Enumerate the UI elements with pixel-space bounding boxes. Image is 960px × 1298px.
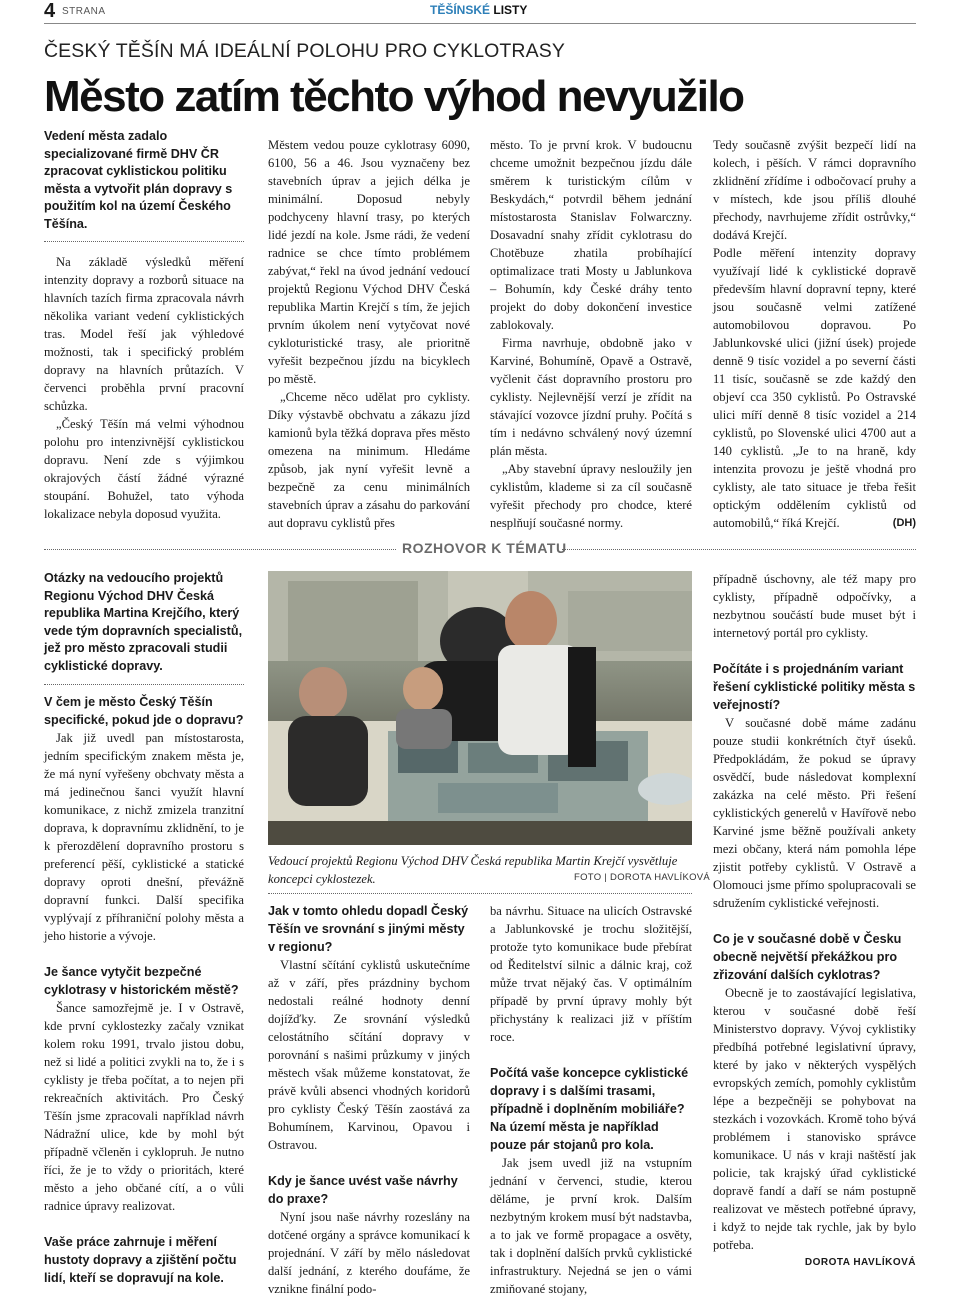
- interview-lead: Otázky na vedoucího projektů Regionu Východ DHV Česká republika Martina Krejčího, který vede tým dopravních specialistů, jež pro město zpracovali studii cyklistické dopravy.: [44, 571, 243, 673]
- caption-divider: [268, 893, 692, 894]
- article-column-3: [490, 136, 692, 532]
- interview-answer: Šance samozřejmě je. I v Ostravě, kde první cyklostezky začaly vznikat kolem roku 1991, trvalo jistou dobu, než si lidé a politici zvykli na to, že i s cyklisty je třeba počítat, a to nejen při rekreačních aktivitách. Pro Český Těšín jsme zpracovali například návrh Nádražní ulice, kde by mohl být případně včleněn i cyklopruh. Je nutno říci, že je to vždy o prioritách, které město a jeho občané cítí, a o vůli radnice úpravy realizovat.: [44, 1001, 244, 1213]
- interview-answer: ba návrhu. Situace na ulicích Ostravské a Jablunkovské je trochu složitější, protože tyto komunikace bude přebírat od Ředitelství silnic a dálnic kraj, což může trvat nějaký čas. V optimálním případě by první úpravy mohly být přichystány k realizaci již v příštím roce.: [490, 904, 692, 1044]
- interview-question: Jak v tomto ohledu dopadl Český Těšín ve srovnání s jinými městy v regionu?: [268, 904, 469, 954]
- paragraph: „Český Těšín má velmi výhodnou polohu pro intenzivnější cyklistickou dopravu. Není zde s výjimkou okrajových částí žádné výrazné stoupání. Bohužel, tato výhoda lokalizace nebyla doposud využita.: [44, 417, 244, 521]
- paper-name: [430, 3, 527, 17]
- interview-column-2: [268, 902, 470, 1298]
- interview-question: Je šance vytyčit bezpečné cyklotrasy v historickém městě?: [44, 965, 239, 997]
- article-column-2: [268, 136, 470, 532]
- paragraph: Firma navrhuje, obdobně jako v Karviné, Bohumíně, Opavě a Ostravě, vyčlenit část dopravního prostoru pro cyklisty. Nejlevnější verzí je zřídit na stávající vozovce jízdní pruhy. Počítá s tím i nedávno schválený nový územní plán města.: [490, 336, 692, 458]
- interview-question: Počítáte i s projednáním variant řešení cyklistické politiky města s veřejností?: [713, 662, 916, 712]
- paragraph: Na základě výsledků měření intenzity dopravy a rozborů situace na hlavních tazích firma zpracovala návrh několika variant vedení cyklistických tras. Model řeší jak výhledové možnosti, tak i specifický problém dopravy na hlavních průtazích. V červenci proběhla první pracovní schůzka.: [44, 255, 244, 413]
- interview-answer: případně úschovny, ale též mapy pro cyklisty, případně odpočívky, a nezbytnou součástí bude muset být i internetový portál pro cyklisty.: [713, 572, 916, 640]
- page-header: [0, 0, 960, 24]
- paragraph: město. To je první krok. V budoucnu chceme umožnit bezpečnou jízdu dále směrem k turistickým cílům v Beskydách,“ potvrdil během jednání místostarosta Stanislav Folwarczny. Dosavadní snahy zřídit cyklotrasu do Chotěbuze zhatila probíhající optimalizace trati Mosty u Jablunkova – Bohumín, kdy České dráhy tento projekt do doby dokončení investice zablokovaly.: [490, 138, 692, 332]
- article-column-1: [44, 128, 244, 523]
- paragraph: Městem vedou pouze cyklotrasy 6090, 6100, 56 a 46. Jsou vyznačeny bez stavebních úprav a jejich délka je minimální. Doposud nebyly podchyceny hlavní trasy, po kterých lidé jezdí na kole. Jsme rádi, že vedení radnice se chce tímto problémem zabývat,“ řekl na úvod jednání vedoucí projektů Regionu Východ DHV Česká republika Martin Krejčí s tím, že jejich prvním úkolem není vytyčovat nové cykloturistické trasy, ale prioritně vyřešit bezpečnou jízdu na bicyklech po městě.: [268, 138, 470, 386]
- page-word: STRANA: [62, 6, 106, 17]
- header-rule: [44, 23, 916, 24]
- article-signature: (DH): [892, 517, 916, 529]
- kicker: ČESKÝ TĚŠÍN MÁ IDEÁLNÍ POLOHU PRO CYKLOTRASY: [44, 40, 565, 62]
- interview-answer: Obecně je to zaostávající legislativa, kterou v současné době řeší Ministerstvo dopravy. Vývoj cyklistiky předbíhá potřebné legislativní úpravy, které by jako v některých vyspělých evropských zemích, pomohly cyklistům lépe a bezpečněji se pohybovat na stezkách i vozovkách. Kromě toho bývá problémem i stanovisko správce komunikace. U nás v kraji naštěstí jak policie, tak krajský úřad cyklistické dopravě fandí a daří se nám postupně realizovat ve městech potřebné úpravy, i když to nejde tak rychle, jak by bylo potřeba.: [713, 986, 916, 1252]
- interview-answer: Jak jsem uvedl již na vstupním jednání v červenci, studie, kterou děláme, je první krok. Dalším nezbytným krokem musí být nadstavba, a to jak ve formě propagace a osvěty, tak i doplnění dalších prvků cyklistické infrastruktury. Nejedná se jen o vámi zmiňované stojany,: [490, 1156, 692, 1296]
- meeting-photo: [268, 571, 692, 845]
- paper-name-part: LISTY: [493, 3, 528, 17]
- paper-name-part: TĚŠÍNSKÉ: [430, 3, 491, 17]
- paragraph: „Chceme něco udělat pro cyklisty. Díky výstavbě obchvatu a zákazu jízd kamionů byla těžká doprava přes město omezena na minimum. Hledáme způsob, jak nyní vyřešit levně a bezpečně za cenu minimálních stavebních úprav a zásahu do parkování aut dopravu cyklistů přes: [268, 390, 470, 530]
- interview-answer: V současné době máme zadánu pouze studii konkrétních čtyř úseků. Předpokládám, že pokud se úpravy osvědčí, bude následovat komplexní zakázka na celé město. Při řešení cyklistických generelů v Havířově nebo Karviné jsme běžně používali ankety mezi občany, která nám pomohla lépe zjistit potřeby cyklistů. V Ostravě a Olomouci jsme přímo spolupracovali se sdružením cyklistické veřejnosti.: [713, 716, 916, 910]
- interview-author: DOROTA HAVLÍKOVÁ: [804, 1257, 916, 1268]
- article-column-4: [713, 136, 916, 532]
- paragraph: Tedy současně zvýšit bezpečí lidí na kolech, i pěších. V rámci dopravního zklidnění zřídíme i odbočovací pruhy a v místech, kde jsou příliš dlouhé přechody, navrhujeme zřídit ostrůvky,“ dodává Krejčí.: [713, 138, 916, 242]
- lead-divider: [44, 241, 244, 242]
- interview-column-1: [44, 570, 244, 1287]
- headline: Město zatím těchto výhod nevyužilo: [44, 72, 744, 121]
- article-lead: Vedení města zadalo specializované firmě DHV ČR zpracovat cyklistickou politiku města a vytvořit plán dopravy s použitím kol na území Českého Těšína.: [44, 129, 233, 231]
- interview-question: Co je v současné době v Česku obecně největší překážkou pro zřizování dalších cyklotras?: [713, 932, 902, 982]
- section-divider-left: [44, 549, 396, 550]
- interview-column-3: [490, 902, 692, 1298]
- interview-question: Kdy je šance uvést vaše návrhy do praxe?: [268, 1174, 458, 1206]
- paragraph: „Aby stavební úpravy nesloužily jen cyklistům, klademe si za cíl současně vyřešit přechody pro chodce, které nesplňují současné normy.: [490, 462, 692, 530]
- section-label: ROZHOVOR K TÉMATU: [402, 540, 567, 556]
- lead-divider: [44, 684, 244, 685]
- photo-credit: FOTO | DOROTA HAVLÍKOVÁ: [574, 872, 711, 883]
- page-number: 4: [44, 0, 56, 22]
- interview-question: V čem je město Český Těšín specifické, pokud jde o dopravu?: [44, 695, 244, 727]
- interview-question: Vaše práce zahrnuje i měření hustoty dopravy a zjištění počtu lidí, kteří se dopravují na kole.: [44, 1235, 237, 1285]
- interview-question: Počítá vaše koncepce cyklistické dopravy i s dalšími trasami, případně i doplněním mobiliáře? Na území města je například pouze pár stojanů pro kola.: [490, 1066, 689, 1152]
- interview-answer: Nyní jsou naše návrhy rozeslány na dotčené orgány a správce komunikací k projednání. V září by mělo následovat další jednání, z kterého doufáme, že vznikne finální podo-: [268, 1210, 470, 1296]
- section-divider-right: [562, 549, 916, 550]
- interview-column-4: [713, 570, 916, 1272]
- interview-answer: Jak již uvedl pan místostarosta, jedním specifickým znakem města je, že má nyní vyřešeny obchvaty města a má jedinečnou šanci využít hlavní komunikace, z nichž zmizela tranzitní doprava, k dopravnímu zklidnění, to je k přerozdělení dopravního prostoru s preferencí pěší, cyklistické a statické dopravy oproti dnešní, převážně dopravní funkci. Další specifika vyplývají z příhraniční polohy města a jeho historie a vývoje.: [44, 731, 244, 943]
- paragraph: Podle měření intenzity dopravy využívají lidé k cyklistické dopravě především hlavní dopravní tepny, které jsou současně velmi zatížené automobilovou dopravou. Po Jablunkovské ulici (jižní úsek) projede denně 9 tisíc vozidel a po severní části 11 tisíc, současně se zde každý den objeví cca 350 cyklistů. Po Ostravské ulici míří denně 8 tisíc vozidel a 214 cyklistů, po Slovenské ulici 4700 aut a 140 cyklistů. „Je to na hraně, kdy intenzita provozu je ještě vhodná pro cyklisty, ale tato situace je třeba řešit optickým oddělením cyklistů od automobilů,“ říká Krejčí.: [713, 246, 916, 530]
- photo-caption: Vedoucí projektů Regionu Východ DHV Česká republika Martin Krejčí vysvětluje koncepci cyklostezek.: [268, 854, 678, 886]
- photo-illustration: [268, 571, 692, 845]
- interview-answer: Vlastní sčítání cyklistů uskutečníme až v září, přes prázdniny bychom nedostali reálné hodnoty denní dojížďky. Ze srovnání výsledků celostátního sčítání dopravy v porovnání s našimi průzkumy v jiných městech však můžeme konstatovat, že právě kvůli absenci vhodných koridorů pro cyklisty Český Těšín zaostává za Bohumínem, Karvinou, Opavou i Ostravou.: [268, 958, 470, 1152]
